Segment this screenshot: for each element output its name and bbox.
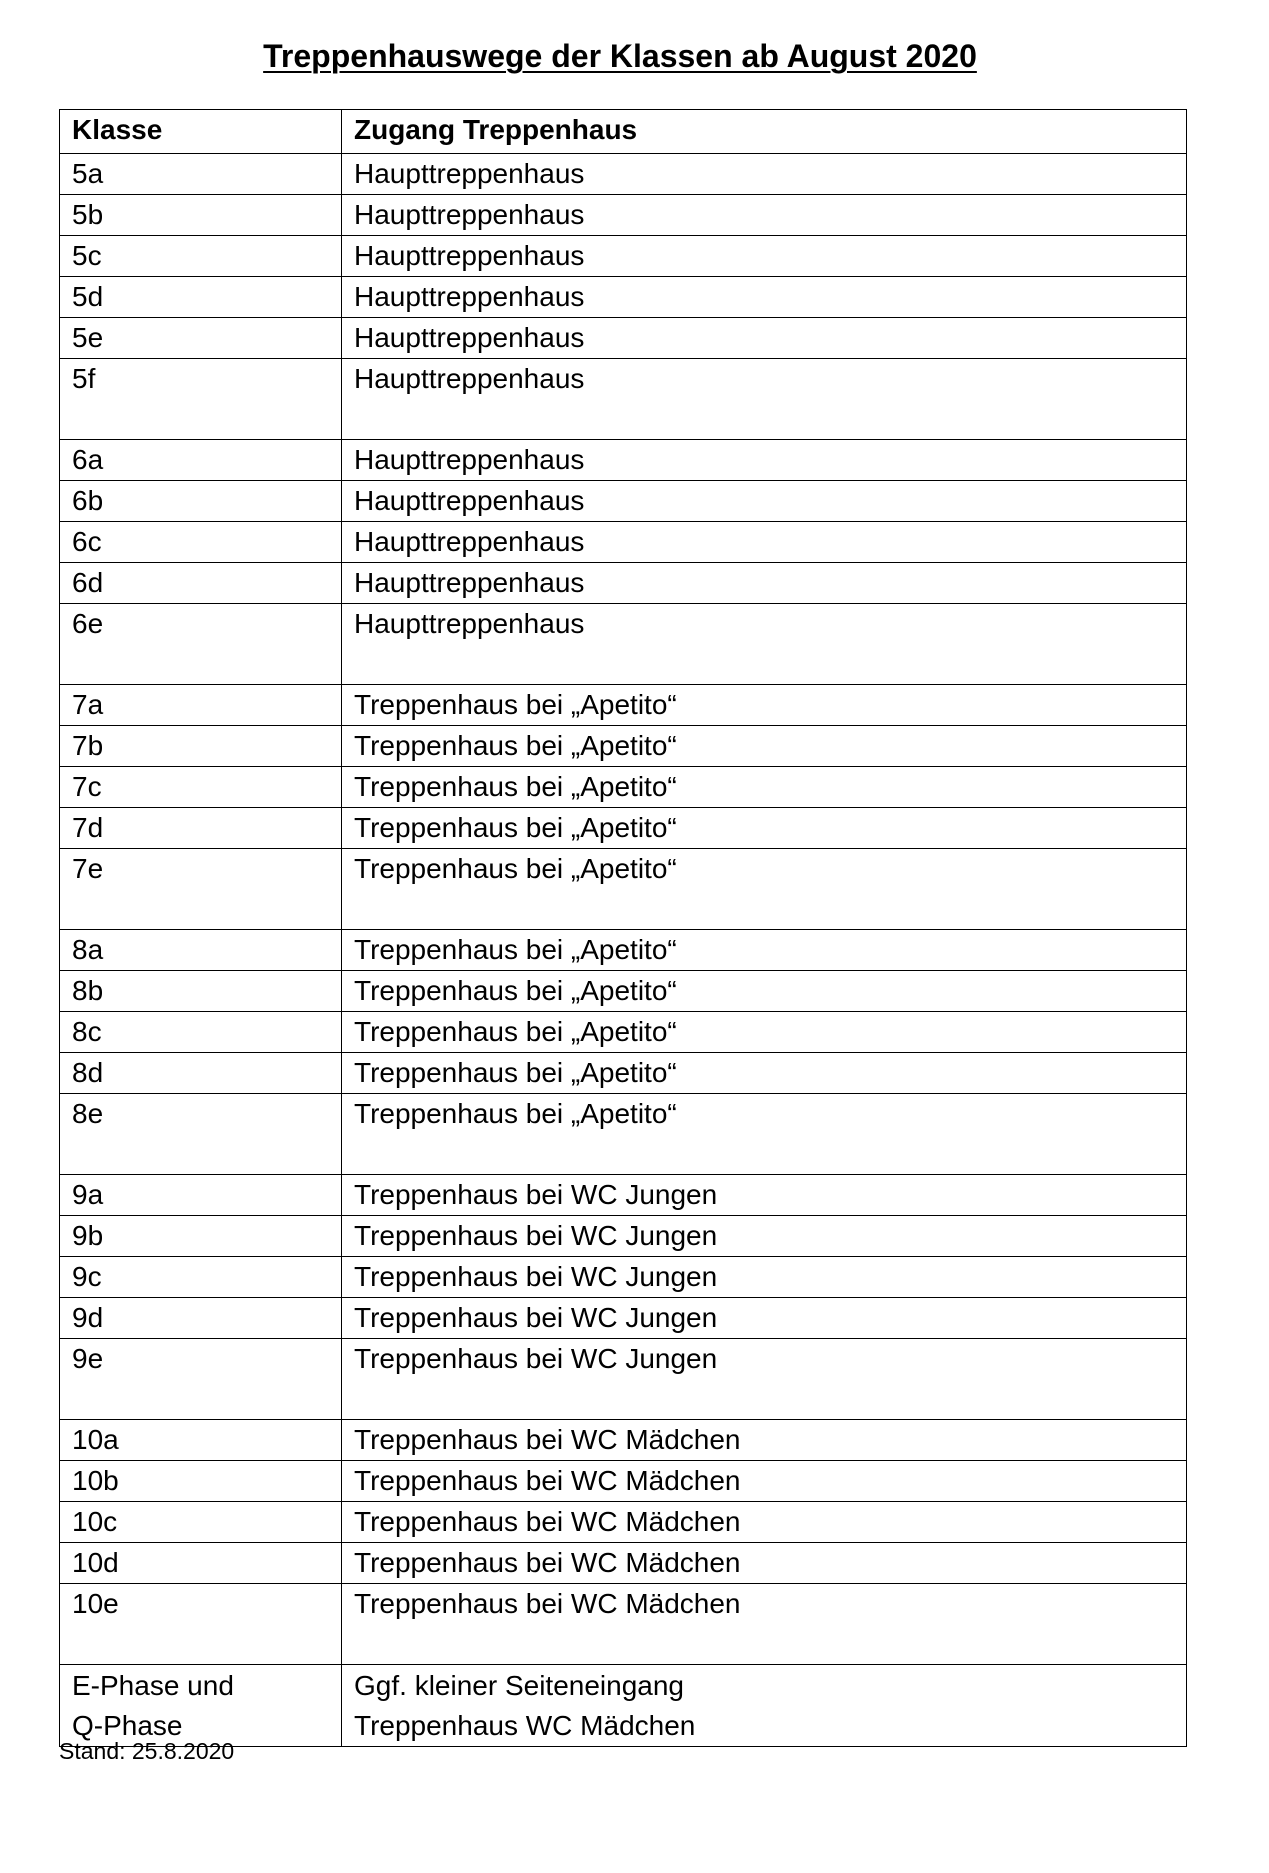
klasse-cell: 5b bbox=[60, 195, 342, 236]
zugang-cell: Haupttreppenhaus bbox=[342, 154, 1187, 195]
klasse-cell: 6e bbox=[60, 604, 342, 685]
table-row bbox=[60, 522, 1187, 563]
zugang-line: Ggf. kleiner Seiteneingang bbox=[354, 1670, 684, 1701]
table-row bbox=[60, 767, 1187, 808]
table-header-row bbox=[60, 110, 1187, 154]
table-row bbox=[60, 1175, 1187, 1216]
klasse-cell: 5d bbox=[60, 277, 342, 318]
zugang-cell: Treppenhaus bei WC Jungen bbox=[342, 1298, 1187, 1339]
klasse-cell: 6d bbox=[60, 563, 342, 604]
table-row bbox=[60, 1216, 1187, 1257]
zugang-cell: Treppenhaus bei „Apetito“ bbox=[342, 1053, 1187, 1094]
stand-date: Stand: 25.8.2020 bbox=[59, 1738, 235, 1764]
stairwell-table bbox=[59, 109, 1187, 1747]
klasse-cell: 8c bbox=[60, 1012, 342, 1053]
zugang-cell: Haupttreppenhaus bbox=[342, 359, 1187, 440]
table-row-oberstufe bbox=[60, 1665, 1187, 1747]
zugang-cell: Treppenhaus bei WC Mädchen bbox=[342, 1461, 1187, 1502]
klasse-cell: 7e bbox=[60, 849, 342, 930]
table-row bbox=[60, 277, 1187, 318]
table-row bbox=[60, 726, 1187, 767]
klasse-cell: 8e bbox=[60, 1094, 342, 1175]
klasse-cell: 10d bbox=[60, 1543, 342, 1584]
zugang-cell bbox=[342, 1665, 1187, 1747]
header-klasse: Klasse bbox=[60, 110, 342, 154]
klasse-cell: 10a bbox=[60, 1420, 342, 1461]
klasse-cell: 8d bbox=[60, 1053, 342, 1094]
table-row bbox=[60, 236, 1187, 277]
zugang-cell: Haupttreppenhaus bbox=[342, 236, 1187, 277]
zugang-line: Treppenhaus WC Mädchen bbox=[354, 1710, 696, 1741]
klasse-cell: 10b bbox=[60, 1461, 342, 1502]
klasse-cell: 5c bbox=[60, 236, 342, 277]
zugang-cell: Treppenhaus bei „Apetito“ bbox=[342, 849, 1187, 930]
zugang-cell: Haupttreppenhaus bbox=[342, 604, 1187, 685]
zugang-cell: Treppenhaus bei WC Jungen bbox=[342, 1175, 1187, 1216]
zugang-cell: Treppenhaus bei „Apetito“ bbox=[342, 971, 1187, 1012]
klasse-cell: 6b bbox=[60, 481, 342, 522]
table-row bbox=[60, 359, 1187, 440]
klasse-cell: 8a bbox=[60, 930, 342, 971]
zugang-cell: Treppenhaus bei WC Jungen bbox=[342, 1339, 1187, 1420]
table-row bbox=[60, 685, 1187, 726]
zugang-cell: Haupttreppenhaus bbox=[342, 195, 1187, 236]
zugang-cell: Treppenhaus bei WC Mädchen bbox=[342, 1584, 1187, 1665]
klasse-cell: 6c bbox=[60, 522, 342, 563]
zugang-cell: Haupttreppenhaus bbox=[342, 522, 1187, 563]
klasse-cell: 6a bbox=[60, 440, 342, 481]
table-row bbox=[60, 808, 1187, 849]
zugang-cell: Treppenhaus bei WC Mädchen bbox=[342, 1543, 1187, 1584]
zugang-cell: Treppenhaus bei WC Jungen bbox=[342, 1257, 1187, 1298]
table-row bbox=[60, 440, 1187, 481]
header-zugang: Zugang Treppenhaus bbox=[342, 110, 1187, 154]
table-row bbox=[60, 849, 1187, 930]
klasse-cell: 5a bbox=[60, 154, 342, 195]
table-row bbox=[60, 1053, 1187, 1094]
table-row bbox=[60, 930, 1187, 971]
table-row bbox=[60, 1339, 1187, 1420]
zugang-cell: Haupttreppenhaus bbox=[342, 318, 1187, 359]
table-row bbox=[60, 1094, 1187, 1175]
klasse-cell: 7b bbox=[60, 726, 342, 767]
klasse-cell: 9d bbox=[60, 1298, 342, 1339]
table-row bbox=[60, 154, 1187, 195]
klasse-line: Q-Phase bbox=[72, 1710, 183, 1741]
table-row bbox=[60, 971, 1187, 1012]
table-row bbox=[60, 604, 1187, 685]
klasse-line: E-Phase und bbox=[72, 1670, 234, 1701]
klasse-cell: 9c bbox=[60, 1257, 342, 1298]
table-row bbox=[60, 195, 1187, 236]
zugang-cell: Treppenhaus bei WC Jungen bbox=[342, 1216, 1187, 1257]
klasse-cell: 10e bbox=[60, 1584, 342, 1665]
table-row bbox=[60, 1543, 1187, 1584]
zugang-cell: Treppenhaus bei „Apetito“ bbox=[342, 930, 1187, 971]
table-row bbox=[60, 1257, 1187, 1298]
klasse-cell: 5e bbox=[60, 318, 342, 359]
zugang-cell: Treppenhaus bei „Apetito“ bbox=[342, 767, 1187, 808]
table-row bbox=[60, 318, 1187, 359]
zugang-cell: Haupttreppenhaus bbox=[342, 563, 1187, 604]
klasse-cell: 9b bbox=[60, 1216, 342, 1257]
zugang-cell: Treppenhaus bei „Apetito“ bbox=[342, 726, 1187, 767]
table-row bbox=[60, 1012, 1187, 1053]
klasse-cell: 5f bbox=[60, 359, 342, 440]
zugang-cell: Treppenhaus bei „Apetito“ bbox=[342, 1012, 1187, 1053]
zugang-cell: Haupttreppenhaus bbox=[342, 277, 1187, 318]
klasse-cell: 10c bbox=[60, 1502, 342, 1543]
klasse-cell: 7d bbox=[60, 808, 342, 849]
zugang-cell: Treppenhaus bei „Apetito“ bbox=[342, 1094, 1187, 1175]
klasse-cell: 7a bbox=[60, 685, 342, 726]
table-row bbox=[60, 481, 1187, 522]
klasse-cell: 7c bbox=[60, 767, 342, 808]
klasse-cell bbox=[60, 1665, 342, 1747]
table-row bbox=[60, 1584, 1187, 1665]
zugang-cell: Treppenhaus bei „Apetito“ bbox=[342, 808, 1187, 849]
zugang-cell: Treppenhaus bei WC Mädchen bbox=[342, 1502, 1187, 1543]
klasse-cell: 9a bbox=[60, 1175, 342, 1216]
zugang-cell: Treppenhaus bei WC Mädchen bbox=[342, 1420, 1187, 1461]
zugang-cell: Haupttreppenhaus bbox=[342, 440, 1187, 481]
zugang-cell: Haupttreppenhaus bbox=[342, 481, 1187, 522]
table-row bbox=[60, 563, 1187, 604]
table-row bbox=[60, 1420, 1187, 1461]
klasse-cell: 9e bbox=[60, 1339, 342, 1420]
document-title: Treppenhauswege der Klassen ab August 2020 bbox=[263, 38, 977, 74]
table-row bbox=[60, 1461, 1187, 1502]
table-row bbox=[60, 1502, 1187, 1543]
table-row bbox=[60, 1298, 1187, 1339]
zugang-cell: Treppenhaus bei „Apetito“ bbox=[342, 685, 1187, 726]
klasse-cell: 8b bbox=[60, 971, 342, 1012]
